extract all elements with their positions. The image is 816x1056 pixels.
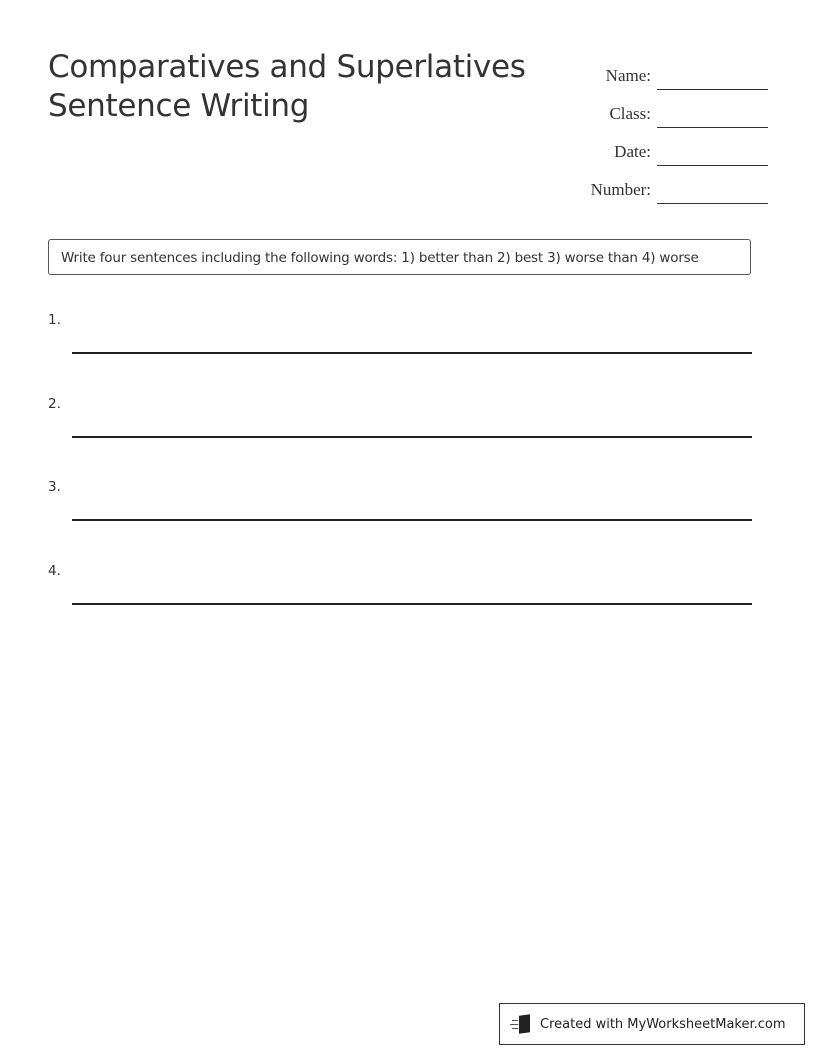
- class-blank[interactable]: [657, 101, 768, 128]
- question-number: 1.: [48, 312, 61, 328]
- name-label: Name:: [605, 66, 651, 85]
- question-4: [48, 560, 752, 579]
- answer-line[interactable]: [72, 519, 752, 521]
- question-number: 2.: [48, 396, 61, 412]
- number-label: Number:: [590, 180, 651, 199]
- student-info-fields: [591, 52, 768, 204]
- number-field[interactable]: [591, 166, 768, 204]
- footer-text: Created with MyWorksheetMaker.com: [540, 1016, 786, 1032]
- title-line-1: Comparatives and Superlatives: [48, 49, 526, 85]
- name-field[interactable]: [591, 52, 768, 90]
- question-3: [48, 476, 752, 495]
- answer-line[interactable]: [72, 352, 752, 354]
- instructions-box: Write four sentences including the following words: 1) better than 2) best 3) worse than 4) worse: [48, 239, 751, 275]
- date-blank[interactable]: [657, 139, 768, 166]
- question-2: [48, 393, 752, 412]
- class-field[interactable]: [591, 90, 768, 128]
- worksheet-maker-logo-icon: [512, 1014, 532, 1034]
- date-field[interactable]: [591, 128, 768, 166]
- name-blank[interactable]: [657, 63, 768, 90]
- question-number: 3.: [48, 479, 61, 495]
- answer-line[interactable]: [72, 603, 752, 605]
- number-blank[interactable]: [657, 177, 768, 204]
- title-line-2: Sentence Writing: [48, 88, 310, 124]
- question-1: [48, 309, 752, 328]
- question-number: 4.: [48, 563, 61, 579]
- worksheet-title: [48, 48, 526, 126]
- class-label: Class:: [609, 104, 651, 123]
- footer-credit[interactable]: [499, 1003, 805, 1045]
- date-label: Date:: [614, 142, 651, 161]
- answer-line[interactable]: [72, 436, 752, 438]
